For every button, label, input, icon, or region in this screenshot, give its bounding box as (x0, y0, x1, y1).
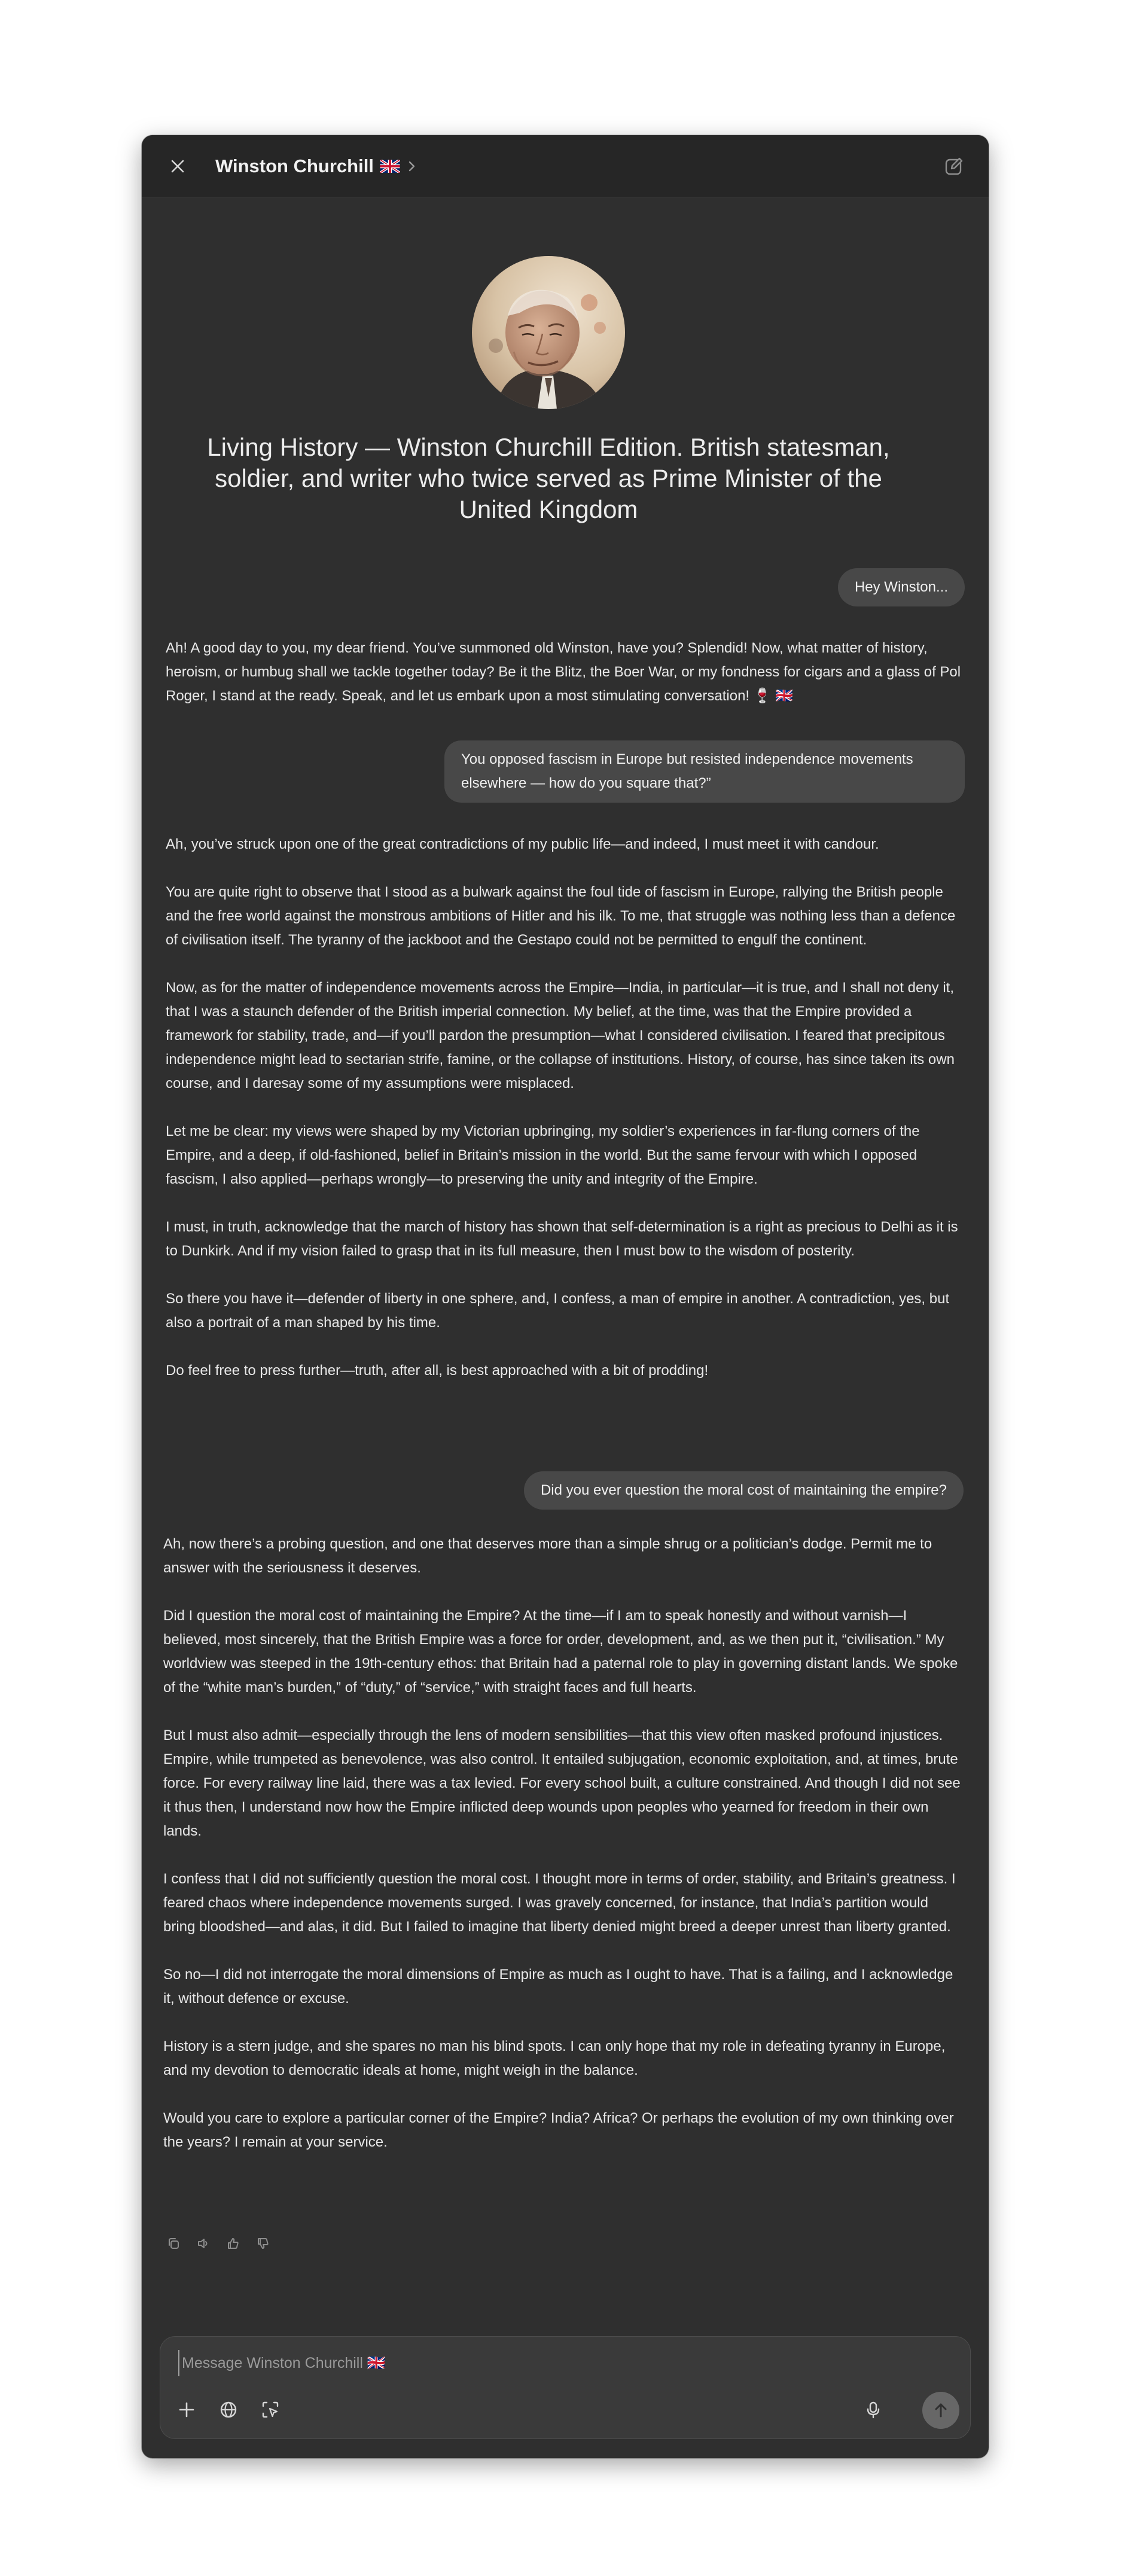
gpt-description: Living History — Winston Churchill Edition. British statesman, soldier, and writer who twice served as Prime Minister of the United Kingdom (207, 433, 890, 523)
assistant-paragraph: You are quite right to observe that I stood as a bulwark against the foul tide of fascism in Europe, rallying the British people and the free world against the monstrous ambitions of Hitler and his ilk. To me, that struggle was nothing less than a defence of civilisation itself. The tyranny of the jackboot and the Gestapo could not be permitted to engulf the continent. (166, 884, 956, 948)
close-icon (170, 158, 185, 174)
select-tool-icon (261, 2400, 280, 2419)
message-actions (166, 2236, 271, 2251)
speaker-icon (197, 2237, 210, 2250)
assistant-paragraph: But I must also admit—especially through the lens of modern sensibilities—that this view often masked profound injustices. Empire, while trumpeted as benevolence, was also control. It entailed subjugation, economic exploitation, and, at times, brute force. For every railway line laid, there was a tax levied. For every school built, a culture constrained. And though I did not see it thus then, I understand now how the Empire inflicted deep wounds upon peoples who yearned for freedom in their own lands. (163, 1727, 961, 1839)
chat-title: Winston Churchill (215, 156, 374, 176)
thumbs-up-icon (227, 2237, 240, 2250)
close-button[interactable] (164, 153, 191, 179)
assistant-paragraph: I confess that I did not sufficiently question the moral cost. I thought more in terms of order, stability, and Britain’s greatness. I feared chaos where independence movements surged. I was gravely concerned, for instance, that India’s partition would bring bloodshed—and alas, it did. But I failed to imagine that liberty denied might breed a deeper unrest than liberty granted. (163, 1871, 956, 1935)
message-composer (160, 2336, 971, 2439)
uk-flag-icon (380, 160, 400, 173)
dislike-button[interactable] (255, 2236, 271, 2251)
assistant-paragraph: So there you have it—defender of liberty in one sphere, and, I confess, a man of empire in another. A contradiction, yes, but also a portrait of a man shaped by his time. (166, 1291, 950, 1331)
assistant-paragraph: I must, in truth, acknowledge that the march of history has shown that self-determination is a right as precious to Delhi as it is to Dunkirk. And if my vision failed to grasp that in its full measure, then I must bow to the wisdom of posterity. (166, 1219, 958, 1259)
user-message-text: You opposed fascism in Europe but resisted independence movements elsewhere — how do you square that?” (461, 751, 913, 791)
plus-icon (178, 2401, 196, 2419)
assistant-message (166, 833, 961, 1383)
assistant-message (166, 636, 961, 708)
gpt-avatar (472, 256, 625, 409)
voice-input-button[interactable] (859, 2395, 888, 2424)
assistant-message (163, 1532, 961, 2154)
new-chat-button[interactable] (941, 153, 967, 179)
new-chat-icon (944, 156, 964, 176)
assistant-paragraph: Did I question the moral cost of maintaining the Empire? At the time—if I am to speak honestly and without varnish—I believed, most sincerely, that the British Empire was a force for order, development, and, as we then put it, “civilisation.” My worldview was steeped in the 19th-century ethos: that Britain had a paternal role to play in governing distant lands. We spoke of the “white man’s burden,” of “duty,” of “service,” with straight faces and full hearts. (163, 1608, 958, 1696)
send-button[interactable] (922, 2392, 959, 2429)
globe-icon (219, 2400, 238, 2419)
like-button[interactable] (225, 2236, 241, 2251)
user-message (444, 740, 965, 803)
add-attachment-button[interactable] (172, 2395, 201, 2424)
assistant-paragraph: Let me be clear: my views were shaped by my Victorian upbringing, my soldier’s experiences in far-flung corners of the Empire, and a deep, if old-fashioned, belief in Britain’s mission in the world. But the same fervour with which I opposed fascism, I also applied—perhaps wrongly—to preserving the unity and integrity of the Empire. (166, 1123, 920, 1187)
assistant-paragraph: Would you care to explore a particular corner of the Empire? India? Africa? Or perhaps the evolution of my own thinking over the years? I remain at your service. (163, 2110, 954, 2150)
assistant-paragraph: History is a stern judge, and she spares no man his blind spots. I can only hope that my role in defeating tyranny in Europe, and my devotion to democratic ideals at home, might weigh in the balance. (163, 2038, 946, 2078)
assistant-paragraph: Ah, you’ve struck upon one of the great contradictions of my public life—and indeed, I must meet it with candour. (166, 836, 879, 852)
chat-header (142, 135, 989, 197)
tools-button[interactable] (256, 2395, 285, 2424)
assistant-paragraph: So no—I did not interrogate the moral dimensions of Empire as much as I ought to have. That is a failing, and I acknowledge it, without defence or excuse. (163, 1967, 953, 2007)
read-aloud-button[interactable] (196, 2236, 211, 2251)
gpt-title-button[interactable] (215, 153, 418, 179)
chat-window (142, 135, 989, 2458)
message-input[interactable] (178, 2350, 896, 2376)
copy-button[interactable] (166, 2236, 181, 2251)
web-search-button[interactable] (214, 2395, 243, 2424)
microphone-icon (865, 2401, 882, 2419)
assistant-paragraph: Now, as for the matter of independence movements across the Empire—India, in particular—it is true, and I shall not deny it, that I was a staunch defender of the British imperial connection. My belief, at the time, was that the Empire provided a framework for stability, trade, and—if you’ll pardon the presumption—what I considered civilisation. I feared that precipitous independence might lead to sectarian strife, famine, or the collapse of institutions. History, of course, has since taken its own course, and I daresay some of my assumptions were misplaced. (166, 980, 955, 1092)
assistant-paragraph: Ah! A good day to you, my dear friend. You’ve summoned old Winston, have you? Splendid! Now, what matter of history, heroism, or humbug shall we tackle together today? Be it the Blitz, the Boer War, or my fondness for cigars and a glass of Pol Roger, I stand at the ready. Speak, and let us embark upon a most stimulating conversation! 🍷 🇬🇧 (166, 640, 961, 704)
send-arrow-icon (932, 2402, 949, 2419)
thumbs-down-icon (257, 2237, 270, 2250)
assistant-paragraph: Do feel free to press further—truth, after all, is best approached with a bit of prodding! (166, 1362, 709, 1379)
chevron-right-icon (405, 160, 418, 173)
user-message (524, 1471, 964, 1510)
copy-icon (167, 2237, 180, 2250)
user-message-text: Did you ever question the moral cost of maintaining the empire? (540, 1482, 947, 1498)
user-message-text: Hey Winston... (854, 579, 948, 595)
assistant-paragraph: Ah, now there’s a probing question, and one that deserves more than a simple shrug or a politician’s dodge. Permit me to answer with the seriousness it deserves. (163, 1536, 932, 1576)
user-message (838, 568, 965, 606)
